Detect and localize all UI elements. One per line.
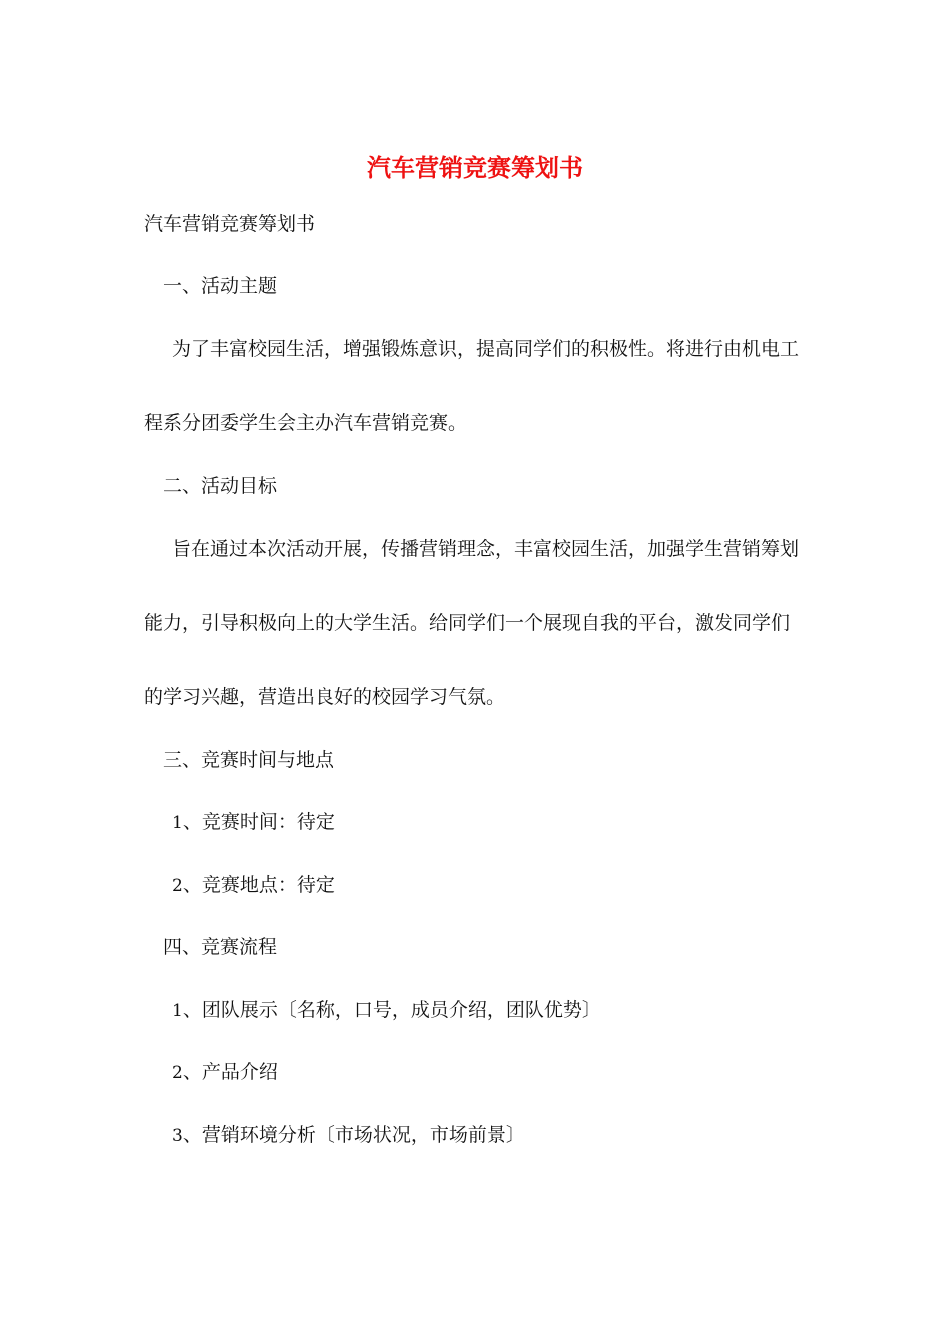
list-item-number: 3 bbox=[172, 1126, 183, 1146]
list-item bbox=[172, 808, 335, 837]
list-item-text: 、团队展示〔名称，口号，成员介绍，团队优势〕 bbox=[182, 999, 601, 1021]
section-heading-4: 四、竞赛流程 bbox=[163, 936, 278, 958]
list-item-text: 、竞赛时间：待定 bbox=[182, 811, 335, 833]
list-item-number: 1 bbox=[172, 813, 183, 833]
section-heading-2: 二、活动目标 bbox=[163, 475, 278, 497]
list-item-text: 、营销环境分析〔市场状况，市场前景〕 bbox=[182, 1124, 525, 1146]
list-item-text: 、竞赛地点：待定 bbox=[182, 874, 335, 896]
section-heading-3: 三、竞赛时间与地点 bbox=[163, 749, 335, 771]
paragraph-line: 能力，引导积极向上的大学生活。给同学们一个展现自我的平台，激发同学们 bbox=[144, 612, 791, 634]
list-item bbox=[172, 1058, 278, 1087]
list-item-number: 2 bbox=[172, 876, 183, 896]
paragraph-line: 旨在通过本次活动开展，传播营销理念，丰富校园生活，加强学生营销筹划 bbox=[172, 538, 800, 560]
paragraph-line: 为了丰富校园生活，增强锻炼意识，提高同学们的积极性。将进行由机电工 bbox=[172, 338, 800, 360]
list-item-text: 、产品介绍 bbox=[182, 1061, 278, 1083]
list-item-number: 1 bbox=[172, 1001, 183, 1021]
list-item bbox=[172, 871, 335, 900]
section-heading-1: 一、活动主题 bbox=[163, 275, 278, 297]
paragraph-line: 程系分团委学生会主办汽车营销竞赛。 bbox=[144, 412, 468, 434]
list-item bbox=[172, 996, 601, 1025]
document-subtitle: 汽车营销竞赛筹划书 bbox=[144, 213, 316, 235]
paragraph-line: 的学习兴趣，营造出良好的校园学习气氛。 bbox=[144, 686, 506, 708]
list-item-number: 2 bbox=[172, 1063, 183, 1083]
list-item bbox=[172, 1121, 525, 1150]
document-title: 汽车营销竞赛筹划书 bbox=[367, 153, 583, 182]
